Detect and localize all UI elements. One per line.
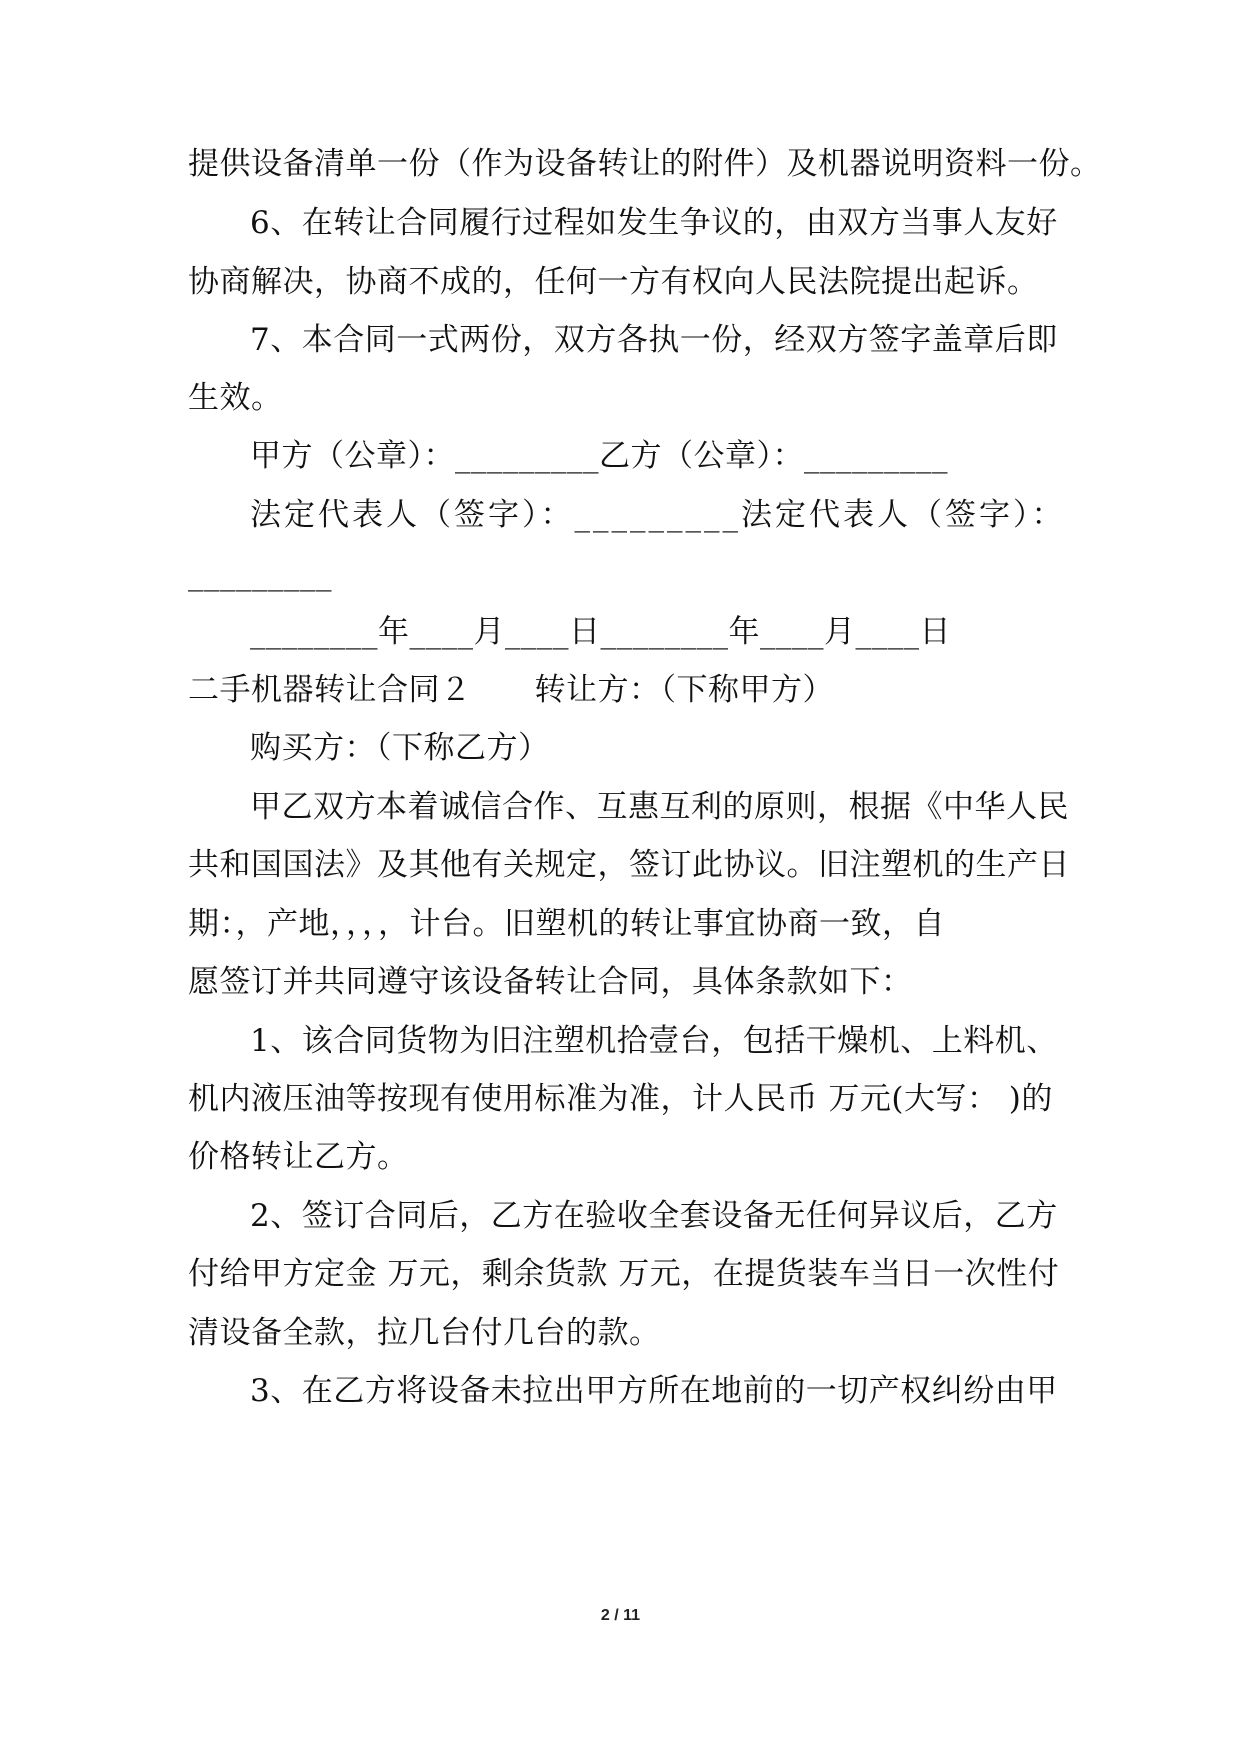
text-line: 愿签订并共同遵守该设备转让合同，具体条款如下：: [188, 964, 913, 1000]
signature-line-representative: 法定代表人（签字）：_________法定代表人（签字）：: [250, 497, 1066, 533]
text-line: 购买方：（下称乙方）: [250, 730, 550, 766]
text-line: 生效。: [188, 380, 283, 416]
text-line: 机内液压油等按现有使用标准为准，计人民币 万元(大写： )的: [188, 1081, 1053, 1117]
contract-title-line: 二手机器转让合同２ 转让方：（下称甲方）: [188, 672, 834, 708]
text-line: 甲乙双方本着诚信合作、互惠互利的原则，根据《中华人民: [250, 789, 1069, 825]
text-line: 1、该合同货物为旧注塑机拾壹台，包括干燥机、上料机、: [250, 1023, 1058, 1059]
text-line: 协商解决，协商不成的，任何一方有权向人民法院提出起诉。: [188, 264, 1039, 300]
text-line: 提供设备清单一份（作为设备转让的附件）及机器说明资料一份。: [188, 146, 1102, 182]
text-line: 价格转让乙方。: [188, 1139, 409, 1175]
text-line: 3、在乙方将设备未拉出甲方所在地前的一切产权纠纷由甲: [250, 1373, 1058, 1409]
text-line: 清设备全款，拉几台付几台的款。: [188, 1315, 661, 1351]
text-line: 2、签订合同后，乙方在验收全套设备无任何异议后，乙方: [250, 1198, 1058, 1234]
text-line: 7、本合同一式两份，双方各执一份，经双方签字盖章后即: [250, 322, 1058, 358]
text-line: 共和国国法》及其他有关规定，签订此协议。旧注塑机的生产日: [188, 847, 1070, 883]
signature-line-party: 甲方（公章）：_________乙方（公章）：_________: [250, 438, 948, 474]
date-line: ________年____月____日________年____月____日: [250, 614, 951, 650]
signature-blank: _________: [188, 556, 332, 592]
text-line: 期：，产地，，，，计台。旧塑机的转让事宜协商一致，自: [188, 906, 945, 942]
text-line: 6、在转让合同履行过程如发生争议的，由双方当事人友好: [250, 205, 1058, 241]
page-number: 2 / 11: [600, 1607, 641, 1624]
text-line: 付给甲方定金 万元，剩余货款 万元，在提货装车当日一次性付: [188, 1256, 1060, 1292]
